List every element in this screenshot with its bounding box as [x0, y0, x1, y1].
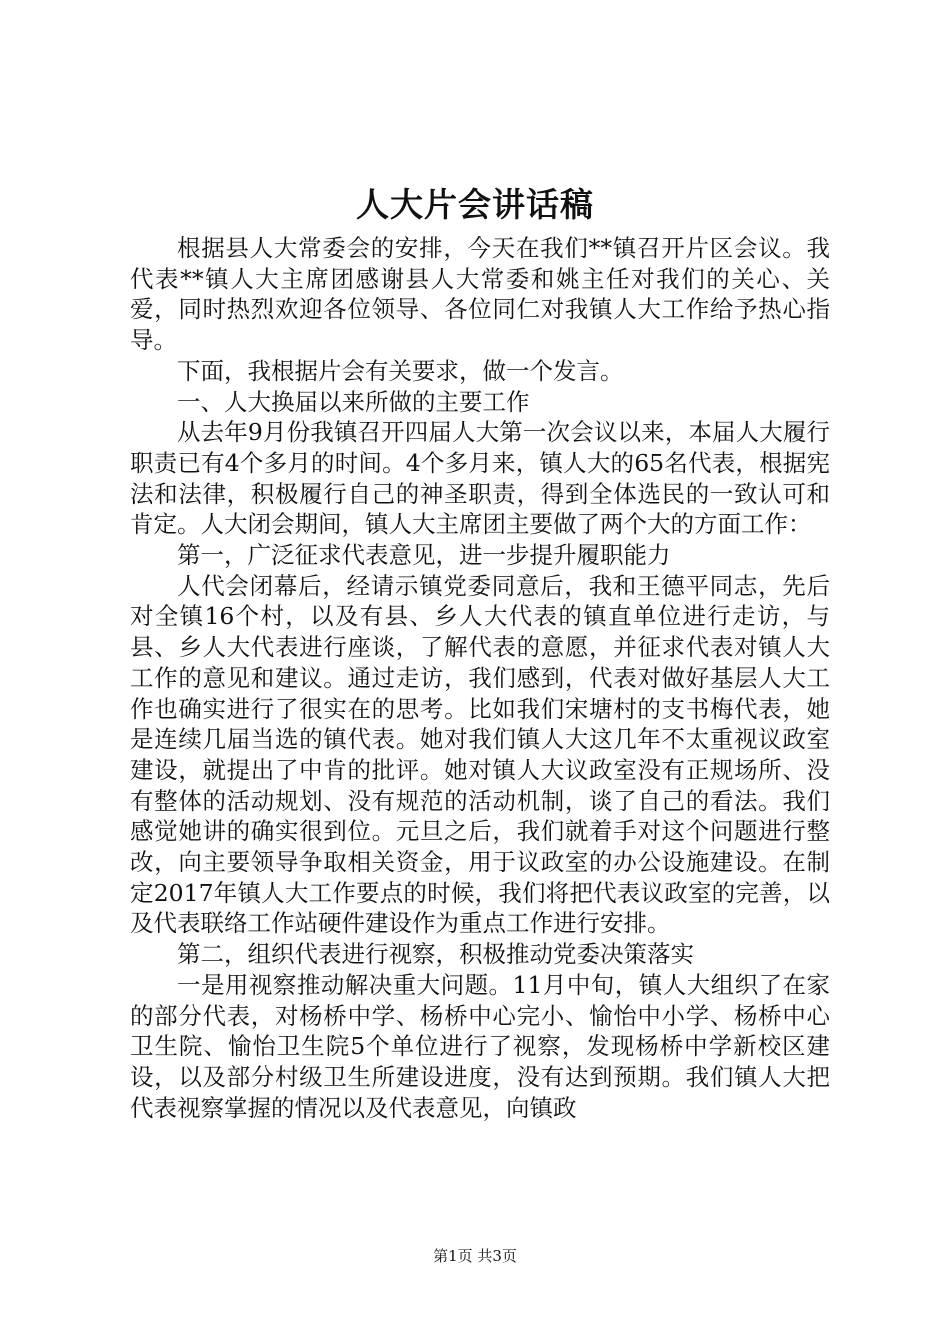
- document-title: 人大片会讲话稿: [356, 185, 594, 224]
- paragraph-inspection: 一是用视察推动解决重大问题。11月中旬，镇人大组织了在家的部分代表，对杨桥中学、杨桥中心完小、愉怡中小学、杨桥中心卫生院、愉怡卫生院5个单位进行了视察，发现杨桥中学新校区建设，以及部分村级卫生所建设进度，没有达到预期。我们镇人大把代表视察掌握的情况以及代表意见，向镇政: [130, 970, 830, 1122]
- paragraph-summary: 从去年9月份我镇召开四届人大第一次会议以来，本届人大履行职责已有4个多月的时间。4个多月来，镇人大的65名代表，根据宪法和法律，积极履行自己的神圣职责，得到全体选民的一致认可和肯定。人大闭会期间，镇人大主席团主要做了两个大的方面工作：: [130, 418, 830, 539]
- paragraph-intro: 下面，我根据片会有关要求，做一个发言。: [177, 356, 624, 385]
- subheading-second: 第二，组织代表进行视察，积极推动党委决策落实: [177, 940, 694, 969]
- page-number: 第1页 共3页: [433, 1247, 517, 1265]
- section-heading-1: 一、人大换届以来所做的主要工作: [177, 387, 530, 416]
- paragraph-visits: 人代会闭幕后，经请示镇党委同意后，我和王德平同志，先后对全镇16个村，以及有县、乡人大代表的镇直单位进行走访，与县、乡人大代表进行座谈，了解代表的意愿，并征求代表对镇人大工作的意见和建议。通过走访，我们感到，代表对做好基层人大工作也确实进行了很实在的思考。比如我们宋塘村的支书梅代表，她是连续几届当选的镇代表。她对我们镇人大这几年不太重视议政室建设，就提出了中肯的批评。她对镇人大议政室没有正规场所、没有整体的活动规划、没有规范的活动机制，谈了自己的看法。我们感觉她讲的确实很到位。元旦之后，我们就着手对这个问题进行整改，向主要领导争取相关资金，用于议政室的办公设施建设。在制定2017年镇人大工作要点的时候，我们将把代表议政室的完善，以及代表联络工作站硬件建设作为重点工作进行安排。: [130, 571, 830, 938]
- document-body: [130, 233, 830, 1123]
- paragraph-opening: 根据县人大常委会的安排，今天在我们**镇召开片区会议。我代表**镇人大主席团感谢县人大常委和姚主任对我们的关心、关爱，同时热烈欢迎各位领导、各位同仁对我镇人大工作给予热心指导。: [130, 234, 830, 355]
- subheading-first: 第一，广泛征求代表意见，进一步提升履职能力: [177, 541, 671, 570]
